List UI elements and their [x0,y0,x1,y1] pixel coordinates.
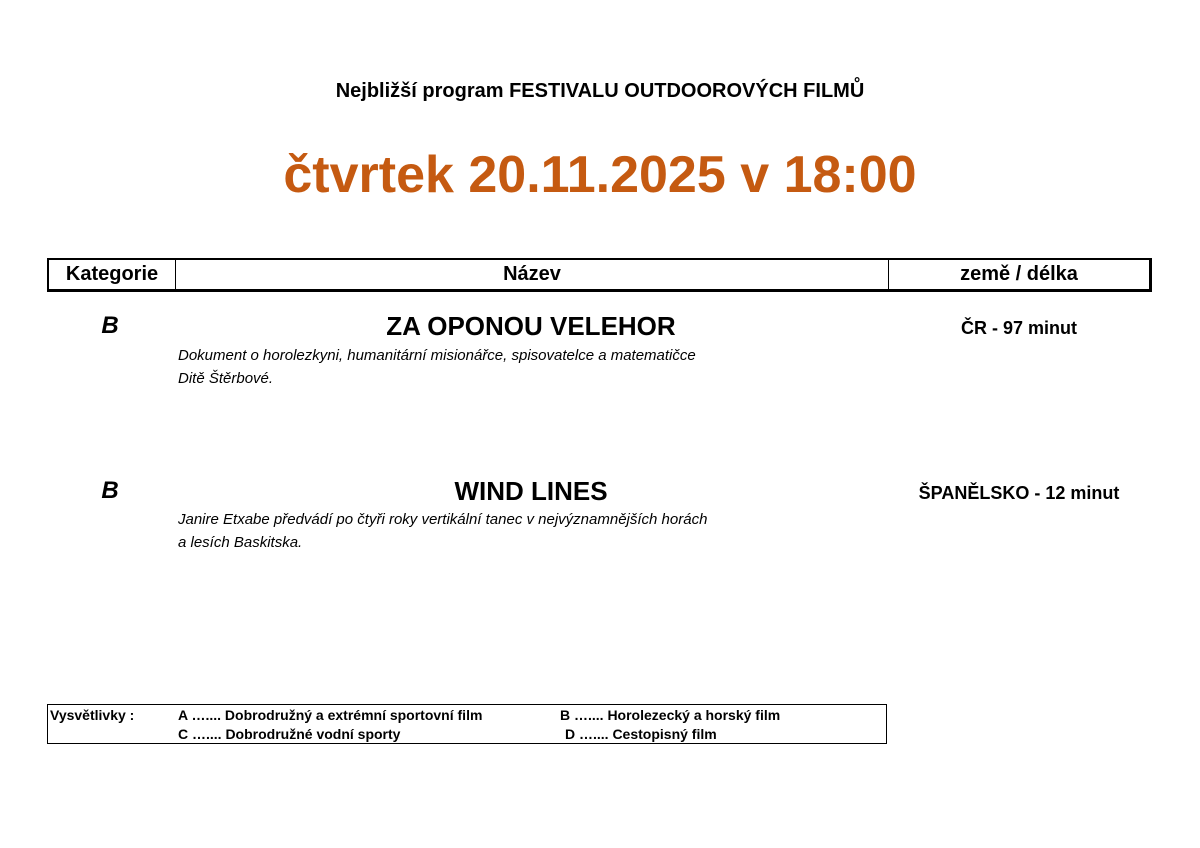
table-header [47,258,1152,292]
film-title: WIND LINES [454,476,608,506]
legend-item-b: B ….... Horolezecký a horský film [560,707,781,723]
legend-item-d: D ….... Cestopisný film [565,726,717,742]
legend-item-c: C ….... Dobrodružné vodní sporty [178,726,401,742]
film-category: B [101,477,119,504]
legend-box [47,704,887,744]
film-category: B [101,312,119,339]
film-country-length: ČR - 97 minut [960,318,1077,338]
description-line: Janire Etxabe předvádí po čtyři roky vertikální tanec v nejvýznamnějších horách [178,511,708,528]
description-line: Ditě Štěrbové. [178,370,274,387]
header-name: Název [176,260,889,289]
legend-label: Vysvětlivky : [50,707,135,723]
event-date-heading: čtvrtek 20.11.2025 v 18:00 [283,146,917,204]
description-line: a lesích Baskitska. [178,534,303,551]
description-line: Dokument o horolezkyni, humanitární misionářce, spisovatelce a matematičce [178,347,696,364]
header-country-length: země / délka [960,263,1078,285]
page-subtitle: Nejbližší program FESTIVALU OUTDOOROVÝCH FILMŮ [335,80,865,102]
header-category: Kategorie [49,260,176,289]
legend-item-a: A ….... Dobrodružný a extrémní sportovní film [178,707,483,723]
film-country-length: ŠPANĚLSKO - 12 minut [918,483,1120,503]
film-description [178,344,696,390]
film-description [178,508,707,554]
film-title: ZA OPONOU VELEHOR [386,311,676,341]
